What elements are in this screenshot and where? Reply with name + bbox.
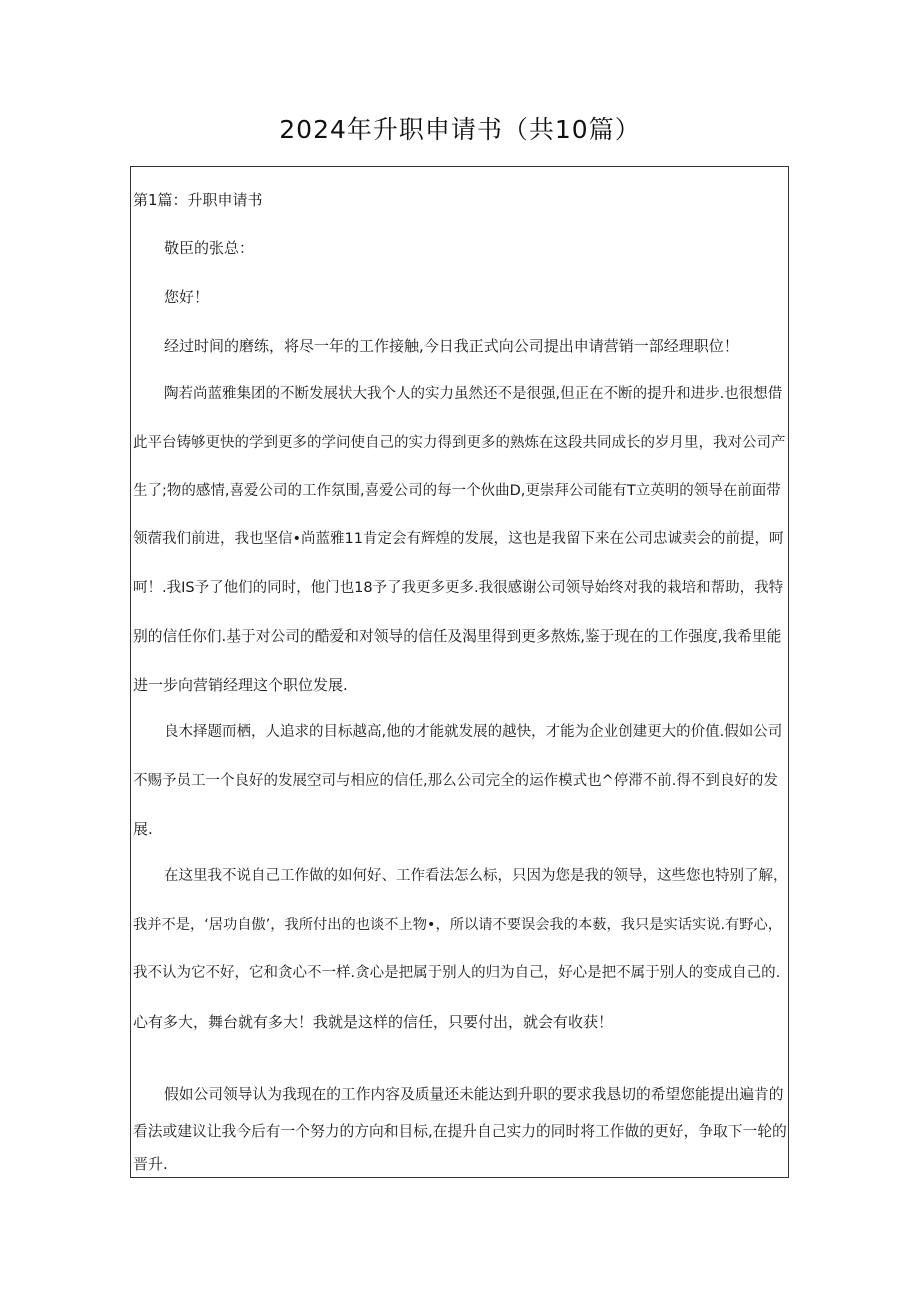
paragraph-4-line: 我不认为它不好，它和贪心不一样.贪心是把属于别人的归为自己，好心是把不属于别人的变成自己的.: [133, 965, 781, 981]
paragraph-2-line: 陶若尚蓝雅集团的不断发展状大我个人的实力虽然还不是很强,但正在不断的提升和进步.也很想借: [164, 386, 783, 402]
salutation: 敬臣的张总：: [164, 239, 255, 257]
paragraph-2-line: 呵！.我IS予了他们的同时，他门也18予了我更多更多.我很感谢公司领导始终对我的栽培和帮助，我特: [133, 580, 784, 596]
document-title: 2024年升职申请书（共10篇）: [279, 115, 641, 144]
paragraph-2-line: 生了;物的感情,喜爱公司的工作氛围,喜爱公司的每一个伙曲D,更崇拜公司能有T立英明的领导在前面带: [133, 483, 781, 499]
paragraph-3-line: 不赐予员工一个良好的发展空司与相应的信任,那么公司完全的运作模式也^停滞不前.得不到良好的发: [133, 773, 778, 789]
paragraph-2-line: 此平台铸够更快的学到更多的学问使自己的实力得到更多的熟炼在这段共同成长的岁月里，我对公司产: [133, 435, 786, 451]
paragraph-4-line: 我并不是，‘居功自傲’，我所付出的也谈不上物•，所以请不要误会我的本薮，我只是实话实说.有野心，: [133, 917, 782, 933]
paragraph-5-line: 假如公司领导认为我现在的工作内容及质量还未能达到升职的要求我恳切的希望您能提出遍肯的: [164, 1086, 784, 1103]
paragraph-2-line: 领蓿我们前进，我也坚信•尚蓝雅11肯定会有辉煌的发展，这也是我留下来在公司忠诚卖会的前提，呵: [133, 531, 784, 547]
letter-content-box: [130, 166, 789, 1178]
paragraph-1-line: 经过时间的磨练，将尽一年的工作接触,今日我正式向公司提出申请营销一部经理职位！: [164, 337, 739, 355]
paragraph-3-line: 展.: [133, 820, 153, 838]
paragraph-4-line: 心有多大，舞台就有多大！我就是这样的信任，只要付出，就会有收获！: [133, 1013, 614, 1031]
article-heading: 第1篇：升职申请书: [133, 191, 263, 209]
paragraph-2-line: 别的信任你们.基于对公司的酷爱和对领导的信任及渴里得到更多熬炼,鉴于现在的工作强度,我希里能: [133, 628, 782, 645]
paragraph-5-line: 晋升.: [133, 1155, 168, 1173]
paragraph-5-line: 看法或建议让我今后有一个努力的方向和目标,在提升自己实力的同时将工作做的更好，争取下一轮的: [133, 1123, 787, 1140]
paragraph-4-line: 在这里我不说自己工作做的如何好、工作看法怎么标，只因为您是我的领导，这些您也特别了解，: [164, 868, 788, 884]
greeting: 您好！: [164, 288, 210, 306]
paragraph-3-line: 良木择题而栖，人追求的目标越高,他的才能就发展的越快，才能为企业创建更大的价值.假如公司: [164, 724, 783, 740]
paragraph-2-line: 进一步向营销经理这个职位发展.: [133, 676, 348, 694]
